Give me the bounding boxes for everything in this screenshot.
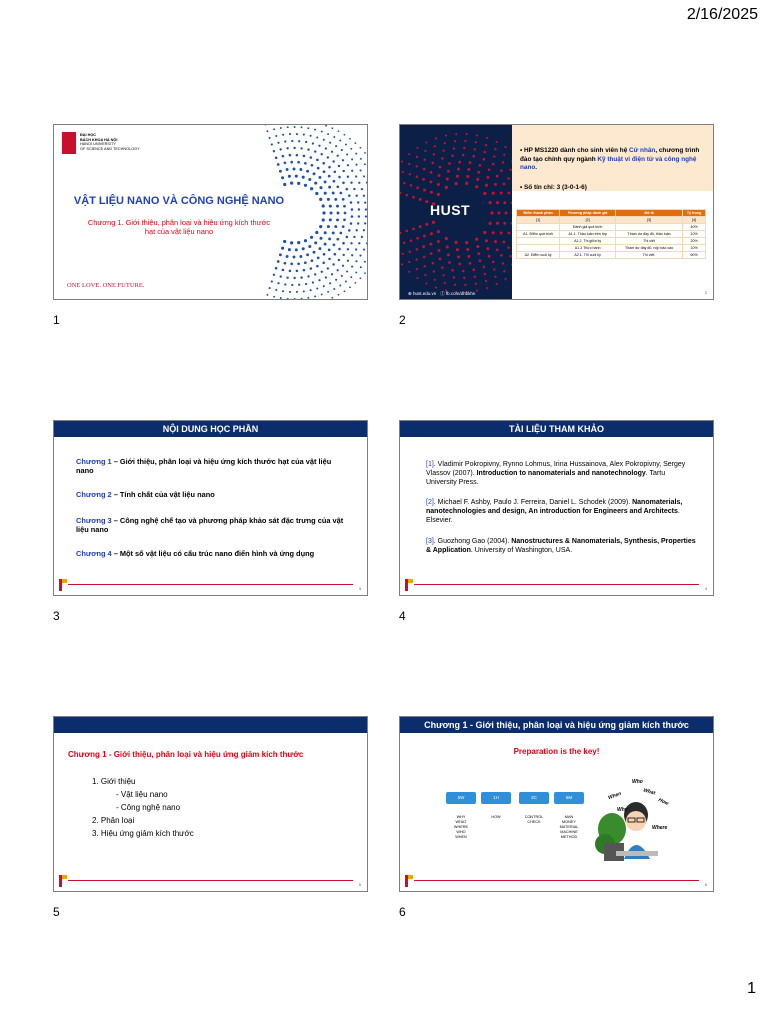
slide-label-3: 3 <box>53 609 60 623</box>
slide-6-thumbnail[interactable] <box>399 716 714 892</box>
slogan: ONE LOVE. ONE FUTURE. <box>67 282 145 289</box>
dot-pattern-decoration <box>214 125 368 300</box>
caption-5w: WHY WHAT WHERE WHO WHEN <box>453 815 469 839</box>
slide-label-6: 6 <box>399 905 406 919</box>
pill-2c: 2C <box>519 792 549 804</box>
table-cell: [3] <box>616 217 683 224</box>
table-cell: [4] <box>683 217 706 224</box>
hust-logo-icon <box>405 875 413 887</box>
slide-3-thumbnail[interactable] <box>53 420 368 596</box>
table-cell: [1] <box>517 217 560 224</box>
slide-header: Chương 1 - Giới thiệu, phân loại và hiệu ứng giảm kích thước <box>400 717 713 733</box>
chapter-item-1: Chương 1 – Giới thiệu, phân loại và hiệu ứng kích thước hạt của vật liệu nano <box>76 457 332 475</box>
slide-header <box>54 717 367 733</box>
assessment-table <box>516 209 706 259</box>
course-title: VẬT LIỆU NANO VÀ CÔNG NGHỆ NANO <box>73 195 285 207</box>
caption-5m: MAN MONEY MATERIAL MACHINE METHOD <box>559 815 579 839</box>
table-header: Tỷ trọng <box>683 210 706 217</box>
pill-5w: 5W <box>446 792 476 804</box>
caption-1h: HOW <box>491 815 501 819</box>
university-name: ĐẠI HỌC BÁCH KHOA HÀ NỘI HANOI UNIVERSITY OF SCIENCE AND TECHNOLOGY <box>80 133 140 151</box>
thinking-person-illustration <box>590 759 680 869</box>
slide-number: 6 <box>704 882 707 887</box>
slide-label-1: 1 <box>53 313 60 327</box>
outline-list <box>92 775 194 840</box>
footer-line <box>68 880 353 881</box>
hust-logo-icon <box>59 875 67 887</box>
slide-4-thumbnail[interactable] <box>399 420 714 596</box>
reference-3: [3]. Guozhong Gao (2004). Nanostructures & Nanomaterials, Synthesis, Properties & Application. University of Washington, USA. <box>426 538 696 554</box>
table-row: A2. Điểm cuối kỳ A2.1. Thi cuối kỳ Thi viết. 60% <box>517 252 706 259</box>
print-date: 2/16/2025 <box>686 6 758 23</box>
hust-logo-icon <box>59 579 67 591</box>
table-row: A1. Điểm quá trình A1.1. Thảo luận trên lớp Tham dự đầy đủ, thảo luận 10% <box>517 231 706 238</box>
table-header: Điểm thành phần <box>517 210 560 217</box>
floating-word: Where <box>652 825 668 831</box>
floating-word: What <box>642 787 656 797</box>
slide-number: 3 <box>358 586 361 591</box>
pill-5m: 5M <box>554 792 584 804</box>
hust-brand-panel <box>400 125 512 300</box>
hust-logo-icon <box>405 579 413 591</box>
facebook-icon: ⓕ <box>440 291 445 296</box>
slide-label-2: 2 <box>399 313 406 327</box>
table-row: Đánh giá quá trình 40% <box>517 224 706 231</box>
table-row: A1.3 Thực hành Tham dự đầy đủ, nộp báo cáo 10% <box>517 245 706 252</box>
slide-2-thumbnail[interactable] <box>399 124 714 300</box>
slide-header: NỘI DUNG HỌC PHẦN <box>54 421 367 437</box>
globe-icon: ⊕ <box>408 291 412 296</box>
outline-item: - Công nghệ nano <box>116 803 181 812</box>
table-header: Mô tả <box>616 210 683 217</box>
chapter-subtitle: Chương 1. Giới thiệu, phân loại và hiệu ứng kích thước hạt của vật liệu nano <box>87 218 271 236</box>
slide-number: 2 <box>704 290 707 295</box>
chapter-item-4: Chương 4 – Một số vật liệu có cấu trúc nano điển hình và ứng dụng <box>76 549 315 558</box>
bullet-2: • Số tín chỉ: 3 (3-0-1-6) <box>520 184 587 191</box>
slide-header: TÀI LIỆU THAM KHẢO <box>400 421 713 437</box>
caption-2c: CONTROL CHECK <box>524 815 544 824</box>
slide-5-thumbnail[interactable] <box>53 716 368 892</box>
hust-logo-icon <box>62 132 76 154</box>
footer-line <box>68 584 353 585</box>
table-row: A1.2. Thi giữa kỳ Thi viết 20% <box>517 238 706 245</box>
info-panel <box>512 125 714 191</box>
footer-links: ⊕ hust.edu.vn ⓕ fb.com/dhbkhn <box>408 291 476 296</box>
hust-brand-text: HUST <box>430 202 471 218</box>
slide-1-thumbnail[interactable] <box>53 124 368 300</box>
floating-word: How <box>657 797 670 807</box>
reference-1: [1]. Vladimir Pokropivny, Rynno Lohmus, Irina Hussainova, Alex Pokropivny, Sergey Vlassov (2007). Introduction to nanomaterials and nanotechnology. Tartu University Press. <box>426 461 686 486</box>
table-header: Phương pháp đánh giá <box>560 210 616 217</box>
chapter-item-3: Chương 3 – Công nghệ chế tạo và phương pháp khảo sát đặc trưng của vật liệu nano <box>76 516 344 534</box>
outline-item: 3. Hiệu ứng giảm kích thước <box>92 829 194 838</box>
outline-item: 2. Phân loại <box>92 816 135 825</box>
slide-label-5: 5 <box>53 905 60 919</box>
outline-item: 1. Giới thiệu <box>92 777 136 786</box>
slide-number: 5 <box>358 882 361 887</box>
chapter-item-2: Chương 2 – Tính chất của vật liệu nano <box>76 490 215 499</box>
footer-line <box>414 584 699 585</box>
floating-word: When <box>607 790 623 802</box>
footer-line <box>414 880 699 881</box>
outline-item: - Vật liệu nano <box>116 790 168 799</box>
page-number: 1 <box>747 980 756 997</box>
bullet-1: • HP MS1220 dành cho sinh viên hệ Cử nhân, chương trình đào tạo chính quy ngành Kỹ thuật vi điện tử và công nghệ nano. <box>520 147 700 171</box>
floating-word: Why <box>617 807 628 813</box>
chapter-title: Chương 1 - Giới thiệu, phân loại và hiệu ứng giảm kích thước <box>68 750 304 759</box>
slide-label-4: 4 <box>399 609 406 623</box>
reference-2: [2]. Michael F. Ashby, Paulo J. Ferreira, Daniel L. Schodek (2009). Nanomaterials, nanotechnologies and design, An introduction for Engineers and Architects. Elsevier. <box>426 499 683 524</box>
slide-number: 4 <box>704 586 707 591</box>
pill-1h: 1H <box>481 792 511 804</box>
floating-word: Who <box>632 779 643 785</box>
slide-title: Preparation is the key! <box>513 747 600 756</box>
table-cell: [2] <box>560 217 616 224</box>
